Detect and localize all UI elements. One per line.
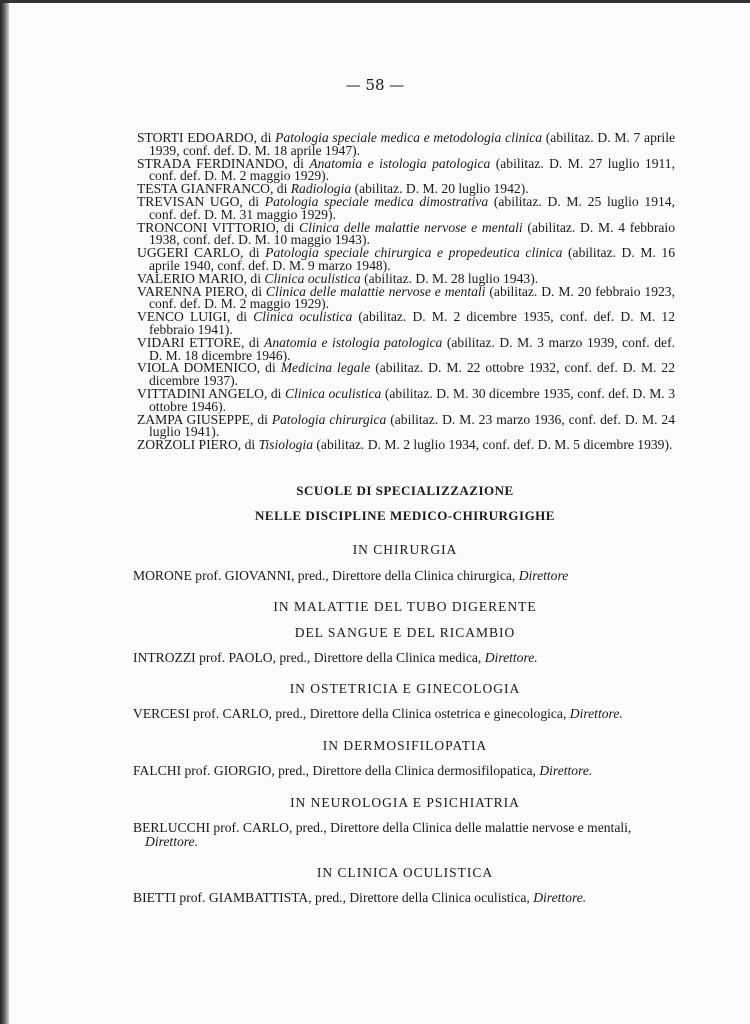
entry-name: VITTADINI ANGELO, di bbox=[137, 385, 285, 401]
school-heading: IN OSTETRICIA E GINECOLOGIA bbox=[289, 681, 521, 696]
entry-dates: (abilitaz. D. M. 20 luglio 1942). bbox=[351, 181, 529, 197]
scan-top-edge bbox=[0, 0, 750, 3]
section-subtitle: NELLE DISCIPLINE MEDICO-CHIRURGIGHE bbox=[255, 508, 555, 523]
school-heading: DEL SANGUE E DEL RICAMBIO bbox=[294, 625, 516, 640]
entry-dates: (abilitaz. D. M. 3 marzo 1939, conf. def. D. M. 18 dicembre 1946). bbox=[149, 334, 675, 363]
faculty-entry bbox=[137, 362, 675, 388]
entry-subject: Patologia speciale medica dimostrativa bbox=[264, 193, 489, 209]
entry-name: ZORZOLI PIERO, di bbox=[137, 437, 259, 453]
entry-name: TESTA GIANFRANCO, di bbox=[137, 181, 291, 197]
entry-name: UGGERI CARLO, di bbox=[137, 245, 266, 261]
faculty-entry bbox=[137, 385, 675, 414]
entry-dates: (abilitaz. D. M. 23 marzo 1936, conf. def. D. M. 24 luglio 1941). bbox=[149, 411, 676, 440]
faculty-entry bbox=[137, 334, 675, 363]
entry-name: STORTI EDOARDO, di bbox=[137, 130, 276, 145]
school-director: BIETTI prof. GIAMBATTISTA, pred., Direttore della Clinica oculistica, Direttore. bbox=[133, 890, 587, 905]
entry-dates: (abilitaz. D. M. 7 aprile 1939, conf. def. D. M. 18 aprile 1947). bbox=[149, 130, 676, 158]
entry-name: VENCO LUIGI, di bbox=[137, 309, 254, 325]
entry-dates: (abilitaz. D. M. 28 luglio 1943). bbox=[360, 270, 539, 286]
entry-name: VIDARI ETTORE, di bbox=[137, 334, 265, 350]
section-title: SCUOLE DI SPECIALIZZAZIONE bbox=[296, 483, 514, 498]
entry-dates: (abilitaz. D. M. 16 aprile 1940, conf. def. D. M. 9 marzo 1948). bbox=[149, 245, 676, 273]
entry-subject: Patologia speciale chirurgica e propedeutica clinica bbox=[265, 245, 563, 261]
page-number: — 58 — bbox=[345, 76, 405, 94]
entry-subject: Anatomia e istologia patologica bbox=[309, 155, 491, 171]
school-heading: IN CLINICA OCULISTICA bbox=[316, 865, 494, 880]
faculty-entry bbox=[137, 439, 675, 452]
school-director: FALCHI prof. GIORGIO, pred., Direttore della Clinica dermosifilopatica, Direttore. bbox=[133, 763, 593, 778]
entry-subject: Radiologia bbox=[290, 181, 352, 197]
entry-subject: Clinica delle malattie nervose e mentali bbox=[299, 219, 523, 235]
entry-subject: Clinica oculistica bbox=[264, 270, 361, 286]
faculty-entry bbox=[137, 219, 675, 248]
entry-dates: (abilitaz. D. M. 4 febbraio 1938, conf. def. D. M. 10 maggio 1943). bbox=[149, 219, 675, 248]
school-director: MORONE prof. GIOVANNI, pred., Direttore della Clinica chirurgica, Direttore bbox=[133, 568, 569, 583]
school-heading: IN MALATTIE DEL TUBO DIGERENTE bbox=[273, 599, 537, 614]
entry-subject: Patologia speciale medica e metodologia clinica bbox=[275, 130, 543, 145]
entry-subject: Anatomia e istologia patologica bbox=[264, 334, 443, 350]
entry-name: VARENNA PIERO, di bbox=[137, 283, 266, 299]
entry-name: TREVISAN UGO, di bbox=[137, 193, 265, 209]
faculty-entry bbox=[137, 247, 675, 273]
faculty-entry bbox=[137, 283, 675, 312]
school-heading: IN DERMOSIFILOPATIA bbox=[322, 738, 488, 753]
entry-name: STRADA FERDINANDO, di bbox=[137, 155, 310, 171]
entry-subject: Clinica delle malattie nervose e mentali bbox=[265, 283, 486, 299]
school-heading: IN NEUROLOGIA E PSICHIATRIA bbox=[290, 795, 520, 810]
entry-name: VIOLA DOMENICO, di bbox=[137, 360, 281, 376]
entry-name: VALERIO MARIO, di bbox=[137, 270, 265, 286]
faculty-list bbox=[137, 132, 675, 452]
school-director: BERLUCCHI prof. CARLO, pred., Direttore della Clinica delle malattie nervose e mentali, Direttore. bbox=[133, 820, 632, 849]
school-heading: IN CHIRURGIA bbox=[352, 542, 458, 557]
faculty-entry bbox=[137, 132, 675, 158]
entry-dates: (abilitaz. D. M. 22 ottobre 1932, conf. def. D. M. 22 dicembre 1937). bbox=[149, 360, 676, 389]
faculty-entry bbox=[137, 411, 676, 440]
entry-dates: (abilitaz. D. M. 30 dicembre 1935, conf. def. D. M. 3 ottobre 1946). bbox=[149, 385, 675, 414]
faculty-entry bbox=[137, 155, 675, 184]
entry-dates: (abilitaz. D. M. 20 febbraio 1923, conf. def. D. M. 2 maggio 1929). bbox=[149, 283, 675, 312]
entry-subject: Clinica oculistica bbox=[253, 309, 353, 325]
entry-dates: (abilitaz. D. M. 2 luglio 1934, conf. def. D. M. 5 dicembre 1939). bbox=[313, 437, 673, 453]
entry-subject: Patologia chirurgica bbox=[271, 411, 387, 427]
entry-subject: Tisiologia bbox=[258, 437, 313, 453]
entry-subject: Medicina legale bbox=[280, 360, 371, 376]
entry-name: TRONCONI VITTORIO, di bbox=[137, 219, 300, 235]
school-director: INTROZZI prof. PAOLO, pred., Direttore della Clinica medica, Direttore. bbox=[133, 650, 538, 665]
school-director: VERCESI prof. CARLO, pred., Direttore della Clinica ostetrica e ginecologica, Direttore. bbox=[133, 706, 623, 721]
entry-dates: (abilitaz. D. M. 2 dicembre 1935, conf. def. D. M. 12 febbraio 1941). bbox=[149, 309, 676, 337]
entry-name: ZAMPA GIUSEPPE, di bbox=[137, 411, 272, 427]
faculty-entry bbox=[137, 193, 675, 222]
entry-subject: Clinica oculistica bbox=[284, 385, 382, 401]
entry-dates: (abilitaz. D. M. 27 luglio 1911, conf. def. D. M. 2 maggio 1929). bbox=[149, 155, 675, 184]
entry-dates: (abilitaz. D. M. 25 luglio 1914, conf. def. D. M. 31 maggio 1929). bbox=[149, 193, 675, 222]
faculty-entry bbox=[137, 311, 675, 337]
